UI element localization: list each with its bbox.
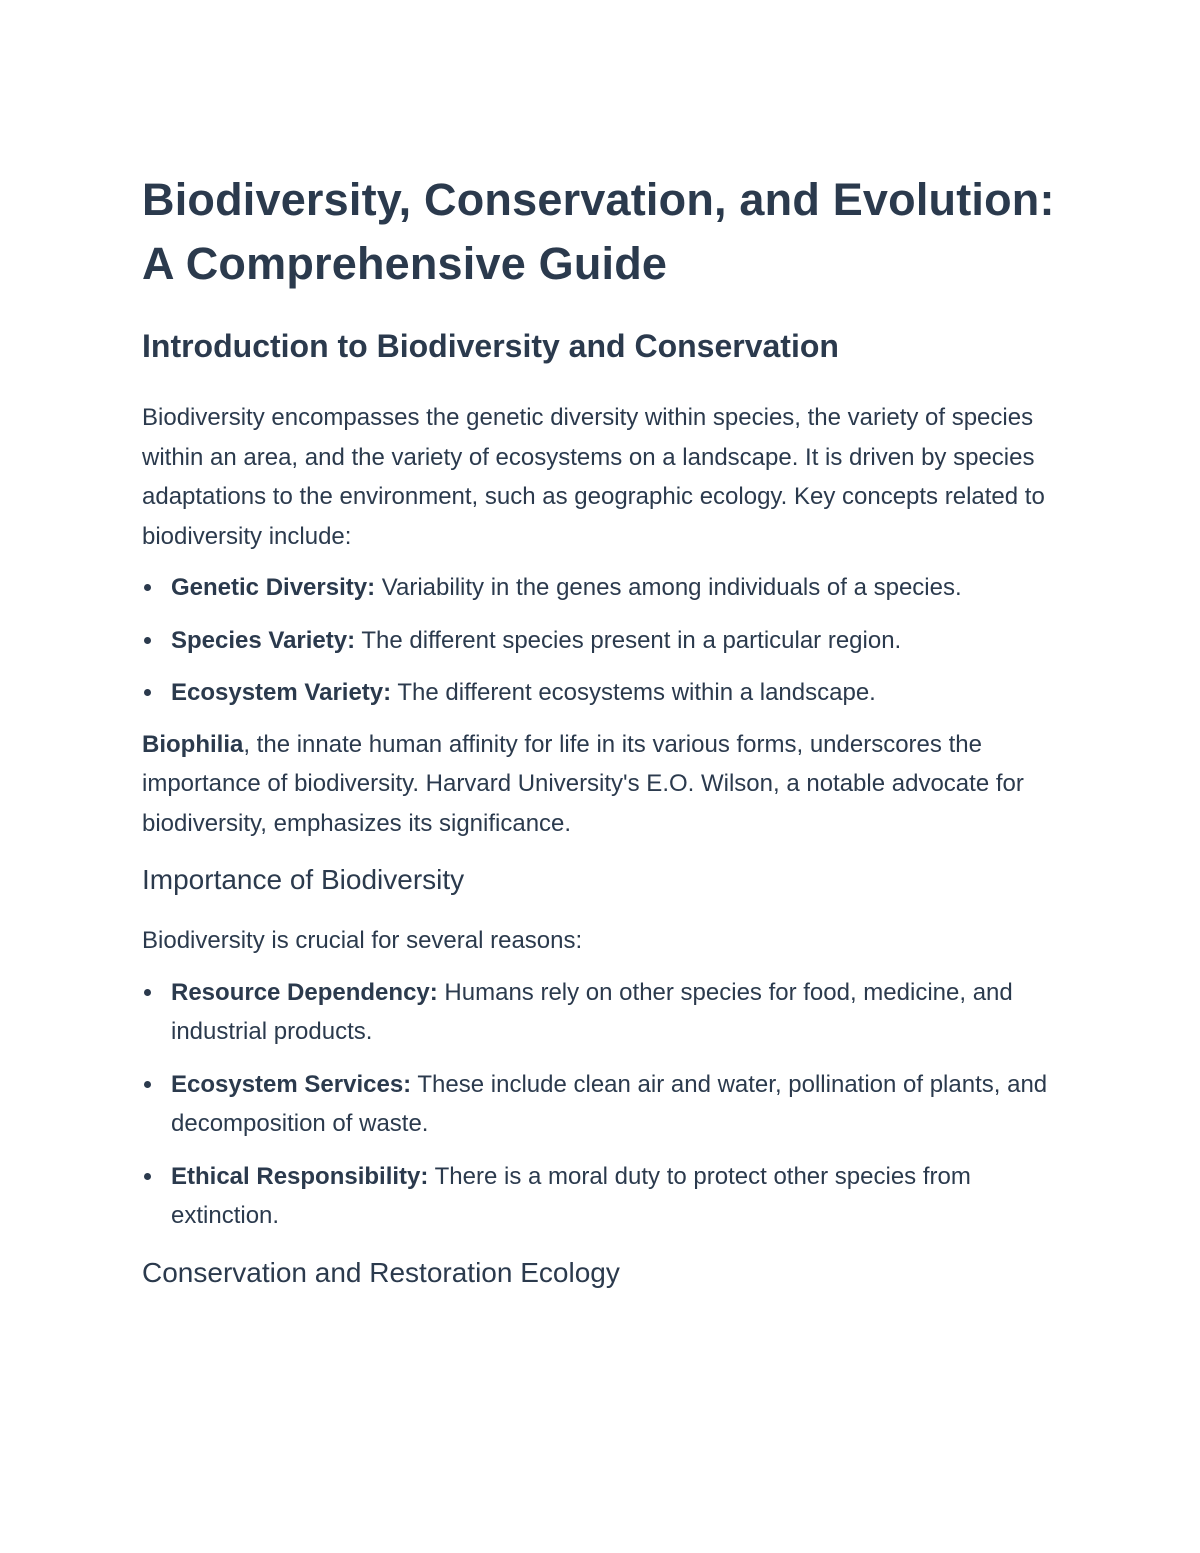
list-item-text: Variability in the genes among individuals of a species. (375, 574, 962, 601)
list-item-text: These include clean air and water, pollination of plants, and decomposition of waste. (171, 1070, 1048, 1137)
bullet-icon (144, 1081, 151, 1088)
list-item (142, 568, 1072, 608)
list-item (142, 1065, 1072, 1144)
list-item (142, 621, 1072, 661)
list-item-text: The different species present in a particular region. (355, 626, 902, 654)
biophilia-paragraph (142, 725, 1072, 844)
list-item-term: Ecosystem Services: (171, 1070, 412, 1098)
list-item-text: There is a moral duty to protect other species from extinction. (171, 1162, 971, 1229)
heading-conservation: Conservation and Restoration Ecology (142, 1256, 620, 1288)
list-item (142, 1157, 1072, 1236)
bullet-icon (144, 637, 151, 644)
list-item-text: The different ecosystems within a landscape. (391, 679, 876, 706)
list-item-text: Humans rely on other species for food, medicine, and industrial products. (171, 978, 1013, 1045)
biophilia-text: , the innate human affinity for life in its various forms, underscores the importance of biodiversity. Harvard University's E.O. Wilson, a notable advocate for biodiversity, emphasizes its significance. (142, 730, 1024, 837)
biodiversity-concepts-list (142, 568, 1072, 713)
list-item-term: Ethical Responsibility: (171, 1162, 429, 1190)
bullet-icon (144, 1173, 151, 1180)
list-item-term: Ecosystem Variety: (171, 679, 392, 706)
list-item-term: Genetic Diversity: (171, 574, 376, 601)
list-item-term: Resource Dependency: (171, 978, 438, 1006)
list-item (142, 673, 1072, 713)
bullet-icon (144, 689, 151, 696)
intro-paragraph: Biodiversity encompasses the genetic diversity within species, the variety of species within an area, and the variety of ecosystems on a landscape. It is driven by species adaptations to the environment, such as geographic ecology. Key concepts related to biodiversity include: (142, 404, 1045, 550)
biophilia-term: Biophilia (142, 730, 244, 758)
heading-introduction: Introduction to Biodiversity and Conservation (142, 328, 839, 364)
bullet-icon (144, 584, 151, 591)
heading-importance: Importance of Biodiversity (142, 864, 465, 895)
list-item-term: Species Variety: (171, 626, 356, 654)
document-title: Biodiversity, Conservation, and Evolution: A Comprehensive Guide (142, 174, 1055, 289)
list-item (142, 973, 1072, 1052)
document-page (142, 168, 1072, 1293)
bullet-icon (144, 989, 151, 996)
importance-paragraph: Biodiversity is crucial for several reasons: (142, 927, 583, 954)
importance-reasons-list (142, 973, 1072, 1236)
